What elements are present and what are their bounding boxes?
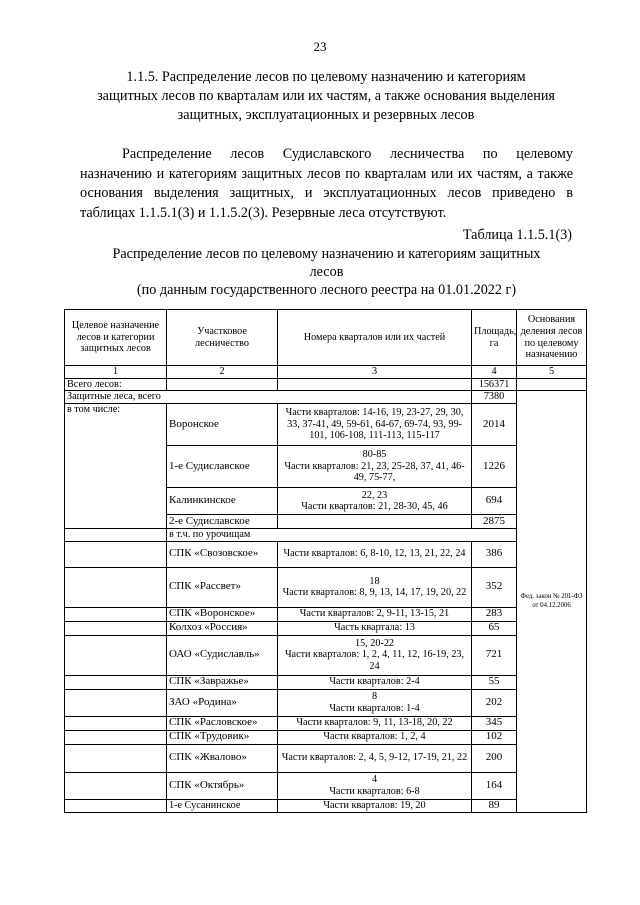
tract-area: 386 <box>472 541 517 567</box>
tract-quarters: Части кварталов: 9, 11, 13-18, 20, 22 <box>278 716 472 730</box>
quarters-parts: Части кварталов: 8, 9, 13, 14, 17, 19, 20, 22 <box>282 587 467 599</box>
tract-area: 202 <box>472 689 517 716</box>
empty-cell <box>65 799 167 812</box>
tract-area: 55 <box>472 675 517 689</box>
quarters-main: 80-85 <box>362 449 387 461</box>
district-name: Калинкинское <box>167 488 278 515</box>
empty-cell <box>65 772 167 799</box>
empty-cell <box>65 621 167 635</box>
table-row <box>65 689 587 716</box>
tract-quarters: Части кварталов: 2-4 <box>278 675 472 689</box>
tract-name: СПК «Жвалово» <box>167 744 278 772</box>
empty-cell <box>167 378 278 391</box>
quarters-main: 18 <box>369 575 380 587</box>
table-header-row <box>65 310 587 366</box>
tract-quarters <box>278 635 472 675</box>
district-name: 1-е Судиславское <box>167 446 278 488</box>
district-name: Воронское <box>167 404 278 446</box>
district-quarters: Части кварталов: 14-16, 19, 23-27, 29, 30, 33, 37-41, 49, 59-61, 64-67, 69-74, 93, 99-101, 106-108, 111-113, 115-117 <box>278 404 472 446</box>
column-number: 2 <box>167 366 278 379</box>
table-row <box>65 799 587 812</box>
tract-name: СПК «Трудовик» <box>167 730 278 744</box>
header-area: Площадь, га <box>472 310 517 366</box>
tract-name: ЗАО «Родина» <box>167 689 278 716</box>
column-number: 3 <box>278 366 472 379</box>
tract-area: 352 <box>472 567 517 607</box>
protective-forests-row <box>65 391 587 404</box>
protective-forests-label: Защитные леса, всего <box>65 391 472 404</box>
column-number-row <box>65 366 587 379</box>
table-row <box>65 541 587 567</box>
empty-cell <box>65 689 167 716</box>
table-row <box>65 567 587 607</box>
empty-cell <box>517 378 587 391</box>
column-number: 4 <box>472 366 517 379</box>
section-title-line: защитных лесов по кварталам или их частям, а также основания выделения <box>97 88 555 104</box>
tract-name: ОАО «Судиславль» <box>167 635 278 675</box>
forest-distribution-table <box>64 309 587 813</box>
tract-name: СПК «Октябрь» <box>167 772 278 799</box>
table-title <box>80 245 573 299</box>
table-title-line: Распределение лесов по целевому назначению и категориям защитных <box>112 246 541 262</box>
empty-cell <box>65 744 167 772</box>
intro-paragraph: Распределение лесов Судиславского лесничества по целевому назначению и категориям защитных лесов по кварталам или их частям, а также основания выделения защитных, и эксплуатационных лесов приведено в таблицах 1.1.5.1(3) и 1.1.5.2(3). Резервные леса отсутствуют. <box>80 146 573 221</box>
tract-quarters <box>278 689 472 716</box>
tract-quarters: Части кварталов: 2, 4, 5, 9-12, 17-19, 21, 22 <box>278 744 472 772</box>
basis-note: Фед. закон № 201-ФЗ от 04.12.2006 <box>517 391 587 813</box>
tract-name: СПК «Свозовское» <box>167 541 278 567</box>
district-area: 2875 <box>472 515 517 529</box>
district-quarters: Части кварталов: 19, 20 <box>278 799 472 812</box>
district-area: 694 <box>472 488 517 515</box>
table-row <box>65 744 587 772</box>
column-number: 1 <box>65 366 167 379</box>
column-number: 5 <box>517 366 587 379</box>
table-row <box>65 675 587 689</box>
quarters-main: 15, 20-22 <box>354 637 395 649</box>
section-title <box>60 68 592 125</box>
protective-forests-area: 7380 <box>472 391 517 404</box>
quarters-parts: Части кварталов: 6-8 <box>329 785 420 797</box>
empty-cell <box>65 567 167 607</box>
district-name: 1-е Сусанинское <box>167 799 278 812</box>
tract-quarters <box>278 567 472 607</box>
quarters-parts: Части кварталов: 1, 2, 4, 11, 12, 16-19, 23, 24 <box>284 649 465 673</box>
quarters-main: 22, 23 <box>361 489 388 501</box>
section-title-line: 1.1.5. Распределение лесов по целевому назначению и категориям <box>126 69 526 85</box>
district-quarters <box>278 488 472 515</box>
district-area: 1226 <box>472 446 517 488</box>
table-row <box>65 716 587 730</box>
table-row <box>65 635 587 675</box>
header-district: Участковое лесничество <box>167 310 278 366</box>
including-label: в том числе: <box>65 404 167 529</box>
tract-area: 721 <box>472 635 517 675</box>
tract-quarters: Части кварталов: 2, 9-11, 13-15, 21 <box>278 607 472 621</box>
tract-name: СПК «Расловское» <box>167 716 278 730</box>
quarters-parts: Части кварталов: 21, 28-30, 45, 46 <box>301 501 448 513</box>
tract-name: Колхоз «Россия» <box>167 621 278 635</box>
total-forests-row <box>65 378 587 391</box>
district-quarters <box>278 446 472 488</box>
tract-area: 345 <box>472 716 517 730</box>
empty-cell <box>65 730 167 744</box>
quarters-parts: Части кварталов: 1-4 <box>329 702 420 714</box>
tract-name: СПК «Рассвет» <box>167 567 278 607</box>
table-row <box>65 621 587 635</box>
tract-area: 200 <box>472 744 517 772</box>
page-number: 23 <box>313 39 327 54</box>
header-quarters: Номера кварталов или их частей <box>278 310 472 366</box>
tract-quarters <box>278 772 472 799</box>
total-forests-area: 156371 <box>472 378 517 391</box>
empty-cell <box>65 541 167 567</box>
header-basis: Основания деления лесов по целевому назначению <box>517 310 587 366</box>
district-area: 2014 <box>472 404 517 446</box>
empty-cell <box>65 716 167 730</box>
empty-cell <box>65 607 167 621</box>
table-row <box>65 772 587 799</box>
table-title-line: (по данным государственного лесного реестра на 01.01.2022 г) <box>136 282 517 298</box>
tract-area: 65 <box>472 621 517 635</box>
empty-cell <box>278 378 472 391</box>
by-tract-label: в т.ч. по урочищам <box>167 529 517 542</box>
tract-quarters: Часть квартала: 13 <box>278 621 472 635</box>
header-purpose: Целевое назначение лесов и категории защитных лесов <box>65 310 167 366</box>
total-forests-label: Всего лесов: <box>65 378 167 391</box>
table-row <box>65 730 587 744</box>
table-row <box>65 607 587 621</box>
district-area: 89 <box>472 799 517 812</box>
table-title-line: лесов <box>309 264 344 280</box>
tract-area: 283 <box>472 607 517 621</box>
tract-area: 102 <box>472 730 517 744</box>
tract-quarters: Части кварталов: 6, 8-10, 12, 13, 21, 22, 24 <box>278 541 472 567</box>
table-label: Таблица 1.1.5.1(3) <box>462 227 572 243</box>
empty-cell <box>65 635 167 675</box>
empty-cell <box>65 529 167 542</box>
section-title-line: защитных, эксплуатационных и резервных лесов <box>177 107 475 123</box>
empty-cell <box>65 675 167 689</box>
tract-quarters: Части кварталов: 1, 2, 4 <box>278 730 472 744</box>
district-name: 2-е Судиславское <box>167 515 278 529</box>
quarters-parts: Части кварталов: 21, 23, 25-28, 37, 41, 46-49, 75-77, <box>284 460 465 484</box>
table-row <box>65 404 587 446</box>
tract-area: 164 <box>472 772 517 799</box>
district-quarters <box>278 515 472 529</box>
tract-name: СПК «Завражье» <box>167 675 278 689</box>
by-tract-row <box>65 529 587 542</box>
quarters-main: 4 <box>371 774 378 786</box>
tract-name: СПК «Воронское» <box>167 607 278 621</box>
quarters-main: 8 <box>371 691 378 703</box>
